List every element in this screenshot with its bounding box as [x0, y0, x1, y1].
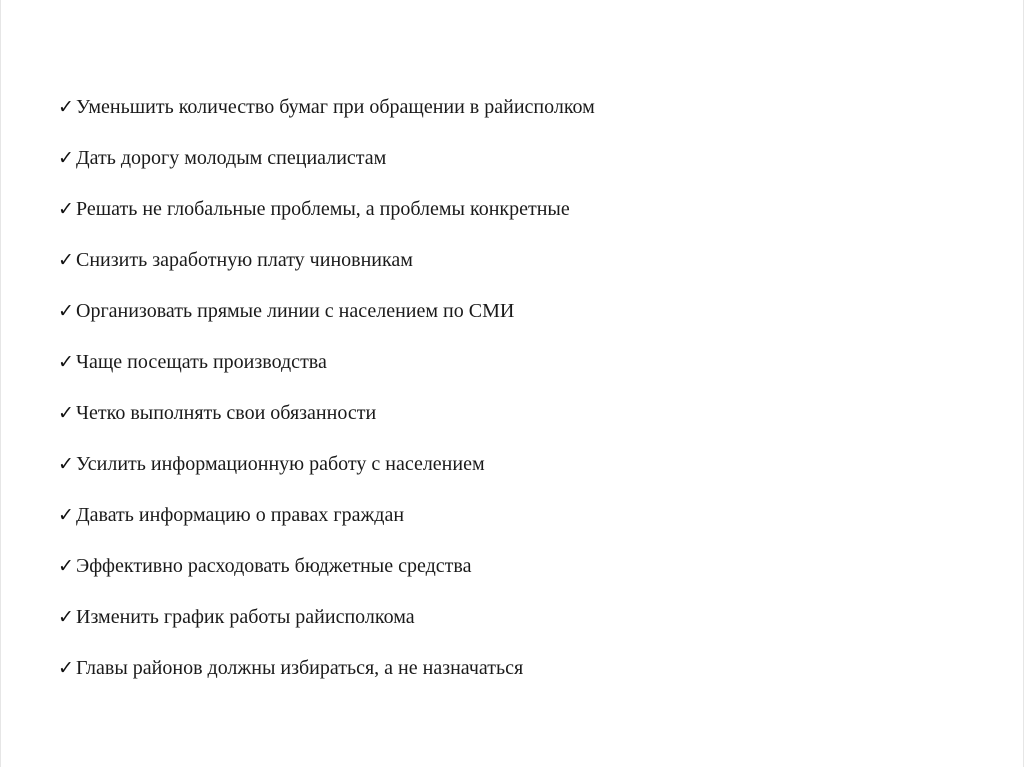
check-mark-icon: ✓: [58, 505, 74, 526]
list-item: [58, 235, 595, 286]
check-mark-icon: ✓: [58, 250, 74, 271]
check-mark-icon: ✓: [58, 607, 74, 628]
check-mark-icon: ✓: [58, 454, 74, 475]
list-item: [58, 592, 595, 643]
list-item: [58, 490, 595, 541]
list-item-text: Дать дорогу молодым специалистам: [76, 147, 387, 169]
list-item-text: Давать информацию о правах граждан: [76, 504, 405, 526]
list-item-text: Четко выполнять свои обязанности: [76, 402, 377, 424]
checklist: [58, 82, 595, 694]
check-mark-icon: ✓: [58, 352, 74, 373]
check-mark-icon: ✓: [58, 148, 74, 169]
check-mark-icon: ✓: [58, 403, 74, 424]
list-item: [58, 643, 595, 694]
list-item-text: Главы районов должны избираться, а не назначаться: [76, 657, 524, 679]
list-item: [58, 439, 595, 490]
list-item: [58, 82, 595, 133]
check-mark-icon: ✓: [58, 301, 74, 322]
list-item: [58, 133, 595, 184]
list-item-text: Уменьшить количество бумаг при обращении в райисполком: [76, 96, 595, 118]
list-item-text: Снизить заработную плату чиновникам: [76, 249, 413, 271]
list-item: [58, 286, 595, 337]
check-mark-icon: ✓: [58, 199, 74, 220]
list-item: [58, 388, 595, 439]
check-mark-icon: ✓: [58, 658, 74, 679]
list-item-text: Решать не глобальные проблемы, а проблемы конкретные: [76, 198, 570, 220]
list-item: [58, 541, 595, 592]
list-item: [58, 184, 595, 235]
list-item-text: Усилить информационную работу с населением: [76, 453, 485, 475]
check-mark-icon: ✓: [58, 97, 74, 118]
list-item-text: Эффективно расходовать бюджетные средства: [76, 555, 472, 577]
check-mark-icon: ✓: [58, 556, 74, 577]
list-item-text: Организовать прямые линии с населением по СМИ: [76, 300, 515, 322]
list-item: [58, 337, 595, 388]
list-item-text: Чаще посещать производства: [76, 351, 327, 373]
list-item-text: Изменить график работы райисполкома: [76, 606, 415, 628]
